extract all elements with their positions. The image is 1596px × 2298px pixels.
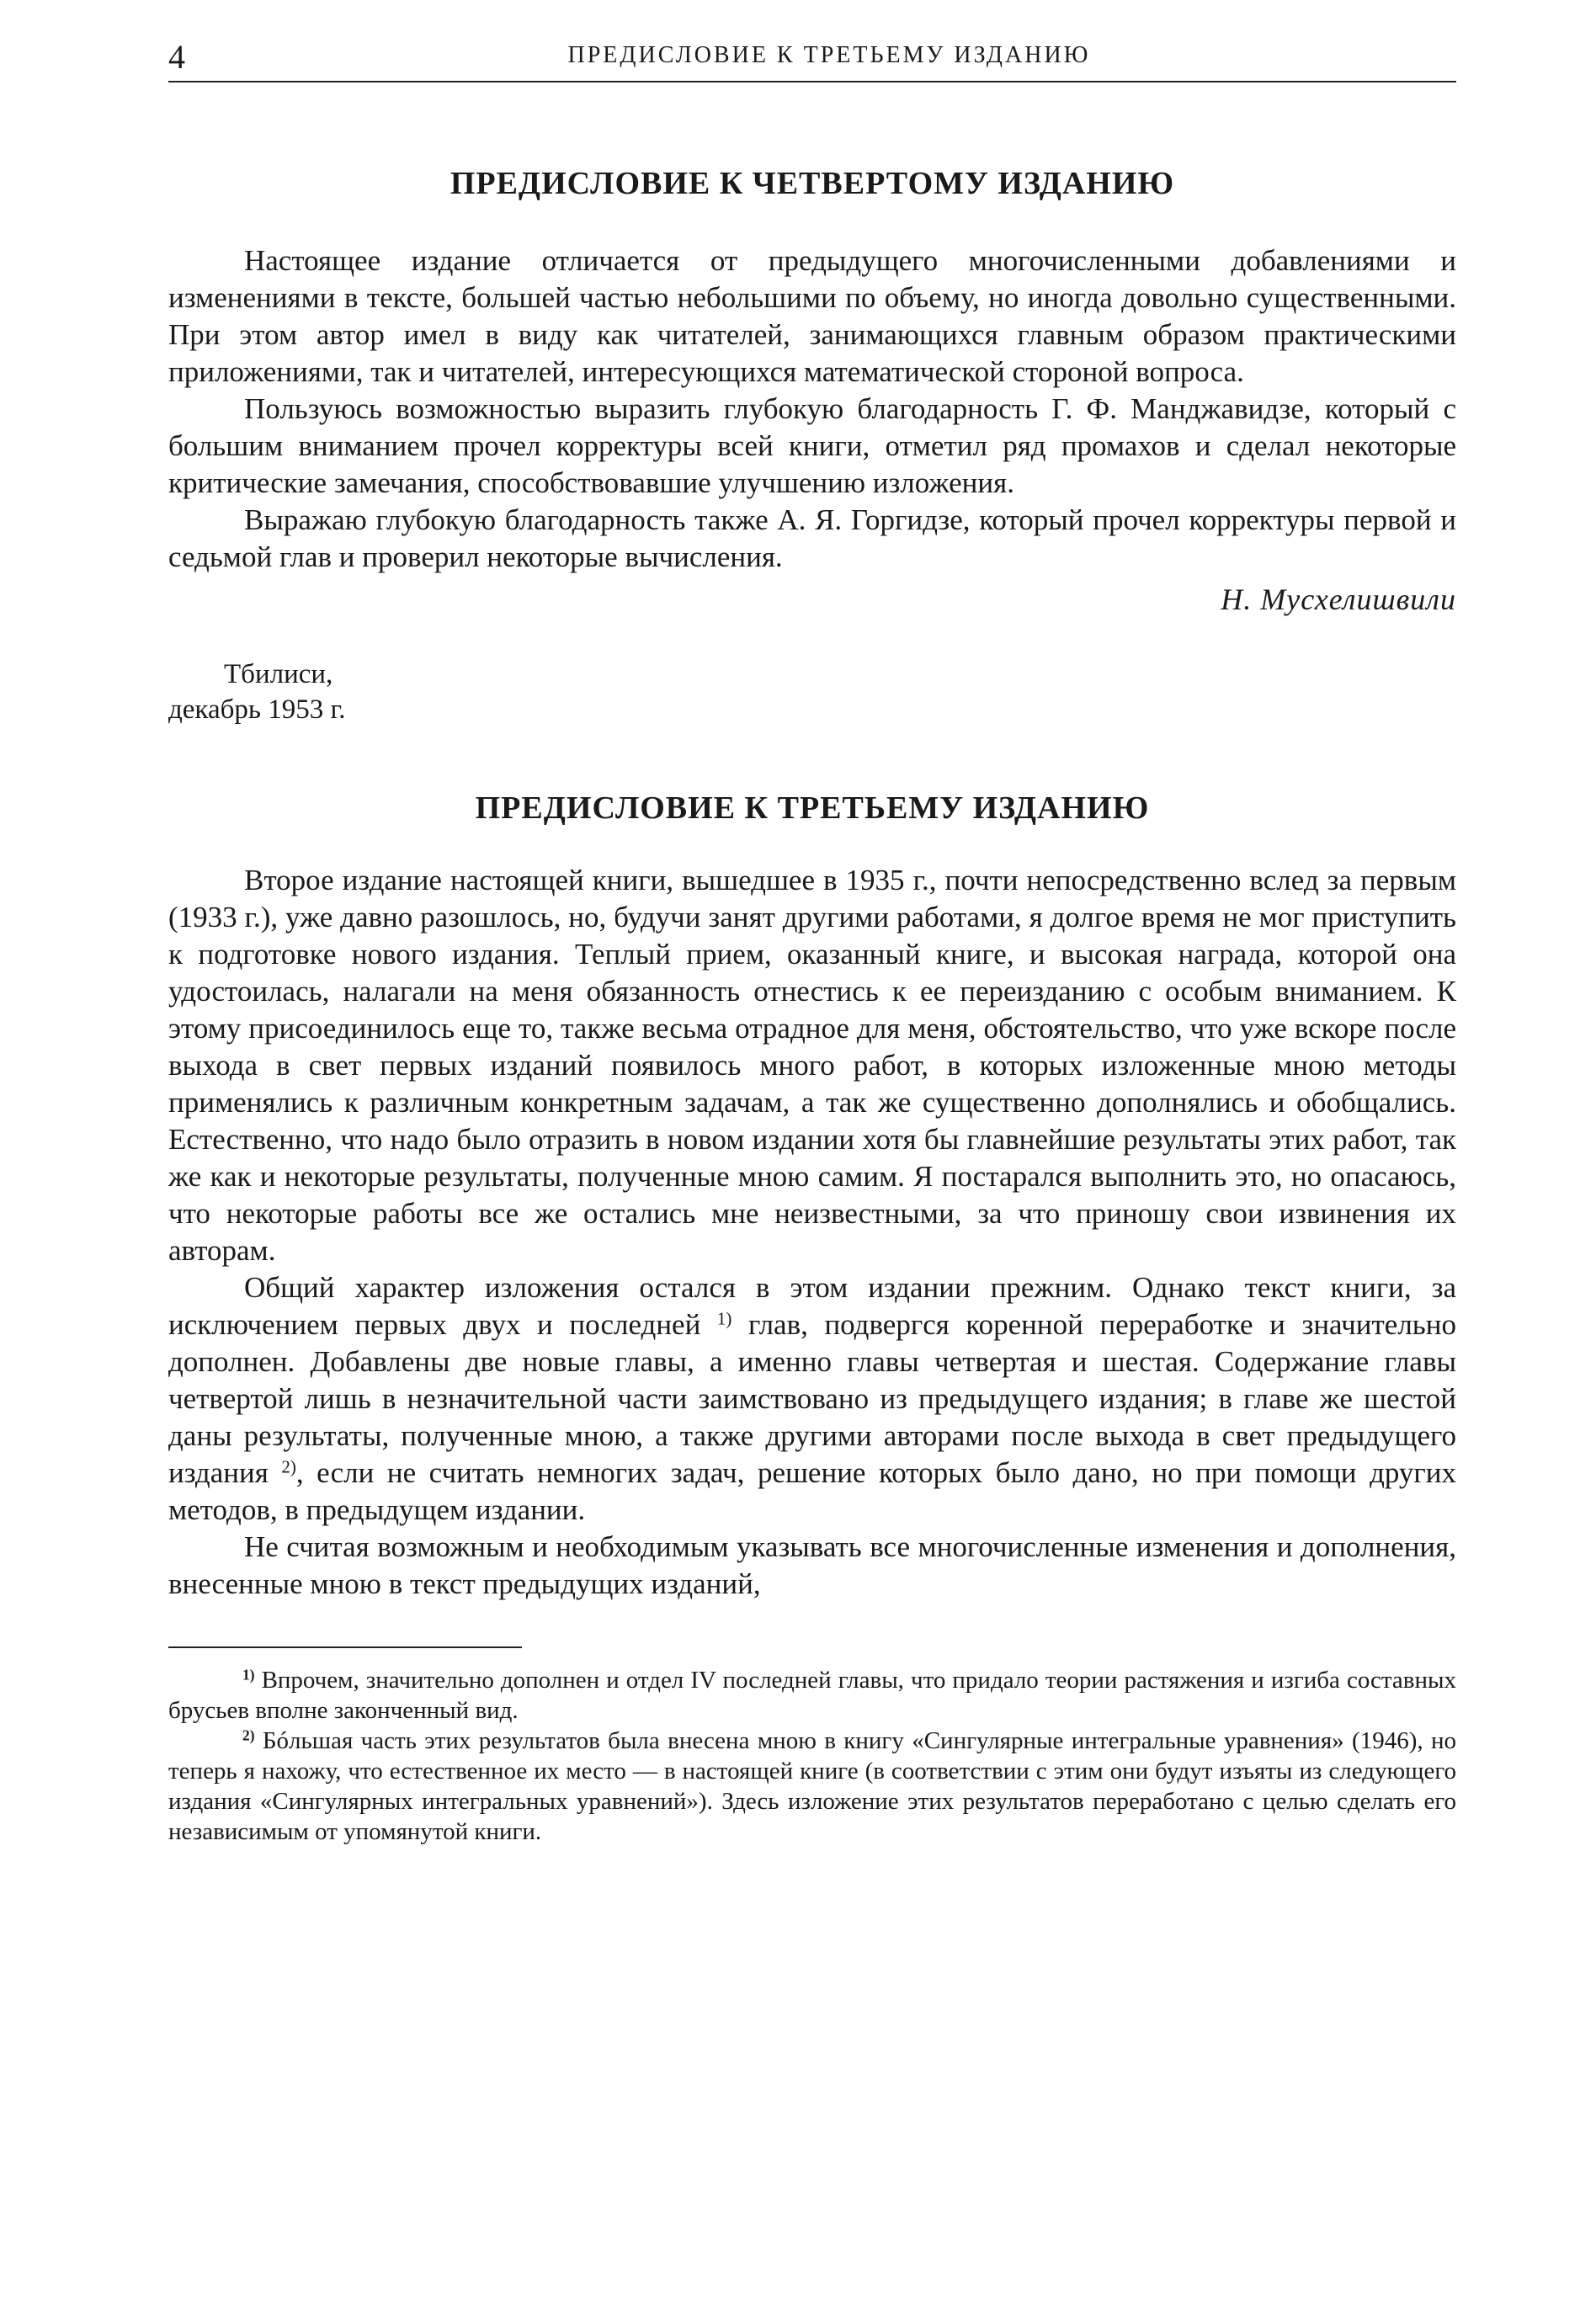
preface-fourth-edition — [168, 165, 1456, 727]
paragraph: Выражаю глубокую благодарность также А. Я. Горгидзе, который прочел корректуры первой и седьмой глав и проверил некоторые вычисления. — [168, 503, 1456, 573]
running-title: ПРЕДИСЛОВИЕ К ТРЕТЬЕМУ ИЗДАНИЮ — [567, 42, 1091, 68]
page-number: 4 — [168, 38, 185, 76]
paragraph — [168, 1269, 1456, 1529]
running-head — [168, 34, 1456, 82]
paragraph-text: Общий характер изложения остался в этом издании прежним. Однако текст книги, за исключением первых двух и последней — [168, 1271, 1456, 1341]
footnote-2 — [168, 1726, 1456, 1847]
page — [168, 34, 1456, 1847]
section-title-fourth-edition: ПРЕДИСЛОВИЕ К ЧЕТВЕРТОМУ ИЗДАНИЮ — [450, 166, 1175, 201]
footnote-marker: 2) — [242, 1726, 255, 1744]
footnote-text: Впрочем, значительно дополнен и отдел IV последней главы, что придало теории растяжения и изгиба составных брусьев вполне законченный вид. — [168, 1667, 1457, 1724]
footnote-marker: 1) — [242, 1666, 255, 1684]
footnote-ref-2[interactable]: 2) — [281, 1456, 296, 1477]
footnotes — [168, 1665, 1456, 1847]
section-title-third-edition: ПРЕДИСЛОВИЕ К ТРЕТЬЕМУ ИЗДАНИЮ — [475, 790, 1150, 826]
author-signature: Н. Мусхелишвили — [1221, 582, 1456, 616]
third-edition-body — [168, 862, 1456, 1603]
paragraph: Второе издание настоящей книги, вышедшее в 1935 г., почти непосредственно вслед за первым (1933 г.), уже давно разошлось, но, будучи занят другими работами, я долгое время не мог приступить к подготовке нового издания. Теплый прием, оказанный книге, и высокая награда, которой она удостоилась, налагали на меня обязанность отнестись к ее переизданию с особым вниманием. К этому присоединилось еще то, также весьма отрадное для меня, обстоятельство, что уже вскоре после выхода в свет первых изданий появилось много работ, в которых изложенные мною методы применялись к различным конкретным задачам, а так же существенно дополнялись и обобщались. Естественно, что надо было отразить в новом издании хотя бы главнейшие результаты этих работ, так же как и некоторые результаты, полученные мною самим. Я постарался выполнить это, но опасаюсь, что некоторые работы все же остались мне неизвестными, за что приношу свои извинения их авторам. — [168, 864, 1456, 1267]
preface-third-edition — [168, 790, 1456, 1603]
paragraph: Не считая возможным и необходимым указывать все многочисленные изменения и дополнения, внесенные мною в текст предыдущих изданий, — [168, 1530, 1456, 1600]
place-date — [168, 657, 1456, 727]
footnote-ref-1[interactable]: 1) — [716, 1308, 732, 1329]
paragraph: Настоящее издание отличается от предыдущего многочисленными добавлениями и изменениями в тексте, большей частью небольшими по объему, но иногда довольно существенными. При этом автор имел в виду как читателей, занимающихся главным образом практическими приложениями, так и читателей, интересующихся математической стороной вопроса. — [168, 244, 1456, 388]
place: Тбилиси, — [224, 659, 333, 689]
paragraph-text: глав, подвергся коренной переработке и значительно дополнен. Добавлены две новые главы, а именно главы четвертая и шестая. Содержание главы четвертой лишь в незначительной части заимствовано из предыдущего издания; в главе же шестой даны результаты, полученные мною, а также другими авторами после выхода в свет предыдущего издания — [168, 1308, 1456, 1489]
fourth-edition-body — [168, 242, 1456, 576]
footnote-text: Бóльшая часть этих результатов была внесена мною в книгу «Сингулярные интегральные уравнения» (1946), но теперь я нахожу, что естественное их место — в настоящей книге (в соответствии с этим они будут изъяты из следующего издания «Сингулярных интегральных уравнений»). Здесь изложение этих результатов переработано с целью сделать его независимым от упомянутой книги. — [168, 1727, 1457, 1845]
paragraph: Пользуюсь возможностью выразить глубокую благодарность Г. Ф. Манджавидзе, который с большим вниманием прочел корректуры всей книги, отметил ряд промахов и сделал некоторые критические замечания, способствовавшие улучшению изложения. — [168, 392, 1456, 499]
footnote-1 — [168, 1665, 1456, 1726]
date: декабрь 1953 г. — [168, 694, 346, 725]
footnote-divider — [168, 1646, 522, 1648]
paragraph-text: , если не считать немногих задач, решение которых было дано, но при помощи других методов, в предыдущем издании. — [168, 1456, 1456, 1526]
